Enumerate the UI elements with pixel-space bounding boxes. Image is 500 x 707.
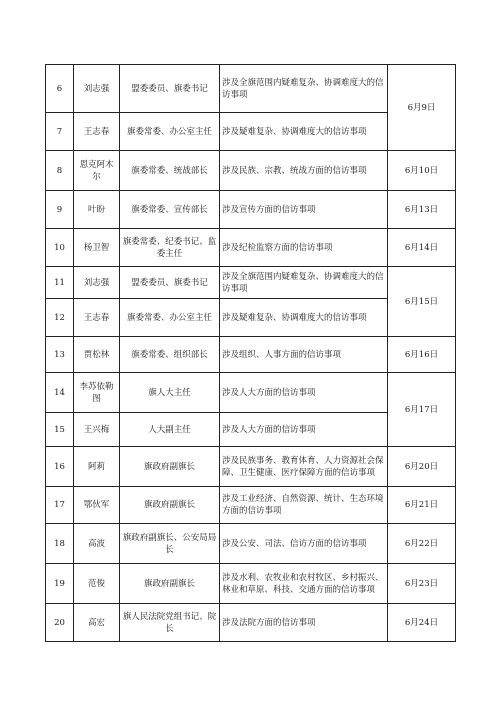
official-name: 范俊 (74, 564, 120, 604)
row-number: 9 (46, 191, 74, 229)
official-position: 旗人大主任 (120, 373, 220, 413)
petition-scope: 涉及工业经济、自然资源、统计、生态环境方面的信访事项 (220, 487, 388, 524)
official-name: 高波 (74, 524, 120, 564)
row-number: 11 (46, 267, 74, 299)
reception-date: 6月10日 (388, 151, 456, 191)
petition-scope: 涉及全旗范围内疑难复杂、协调难度大的信访事项 (220, 65, 388, 113)
table-row (46, 229, 456, 267)
official-position: 盟委委员、旗委书记 (120, 267, 220, 299)
reception-date: 6月23日 (388, 564, 456, 604)
row-number: 14 (46, 373, 74, 413)
table-row (46, 373, 456, 413)
petition-scope: 涉及疑难复杂、协调难度大的信访事项 (220, 299, 388, 337)
official-position: 旗委常委、组织部长 (120, 337, 220, 373)
official-name: 叶盼 (74, 191, 120, 229)
table-row (46, 267, 456, 299)
official-position: 盟委委员、旗委书记 (120, 65, 220, 113)
reception-date: 6月22日 (388, 524, 456, 564)
table-row (46, 487, 456, 524)
table-row (46, 447, 456, 487)
official-position: 旗委常委、纪委书记、监委主任 (120, 229, 220, 267)
official-name: 刘志强 (74, 65, 120, 113)
petition-scope: 涉及疑难复杂、协调难度大的信访事项 (220, 113, 388, 151)
row-number: 12 (46, 299, 74, 337)
official-position: 旗人民法院党组书记、院长 (120, 604, 220, 642)
petition-scope: 涉及宣传方面的信访事项 (220, 191, 388, 229)
table-row (46, 191, 456, 229)
row-number: 15 (46, 413, 74, 447)
official-name: 李苏依勒图 (74, 373, 120, 413)
official-name: 高宏 (74, 604, 120, 642)
official-name: 王志春 (74, 299, 120, 337)
table-row (46, 564, 456, 604)
reception-date: 6月9日 (388, 65, 456, 151)
official-position: 旗政府副旗长、公安局局长 (120, 524, 220, 564)
official-name: 阿莉 (74, 447, 120, 487)
petition-scope: 涉及公安、司法、信访方面的信访事项 (220, 524, 388, 564)
official-position: 旗委常委、宣传部长 (120, 191, 220, 229)
row-number: 20 (46, 604, 74, 642)
official-name: 王兴梅 (74, 413, 120, 447)
official-name: 杨卫智 (74, 229, 120, 267)
official-position: 旗政府副旗长 (120, 487, 220, 524)
official-name: 鄂伙军 (74, 487, 120, 524)
petition-scope: 涉及民族事务、教育体育、人力资源社会保障、卫生健康、医疗保障方面的信访事项 (220, 447, 388, 487)
petition-scope: 涉及组织、人事方面的信访事项 (220, 337, 388, 373)
reception-date: 6月13日 (388, 191, 456, 229)
reception-date: 6月20日 (388, 447, 456, 487)
petition-scope: 涉及纪检监察方面的信访事项 (220, 229, 388, 267)
reception-date: 6月14日 (388, 229, 456, 267)
row-number: 18 (46, 524, 74, 564)
petition-scope: 涉及水利、农牧业和农村牧区、乡村振兴、林业和草原、科技、交通方面的信访事项 (220, 564, 388, 604)
row-number: 8 (46, 151, 74, 191)
official-position: 旗委常委、办公室主任 (120, 299, 220, 337)
official-position: 旗委常委、办公室主任 (120, 113, 220, 151)
petition-scope: 涉及人大方面的信访事项 (220, 373, 388, 413)
official-position: 旗委常委、统战部长 (120, 151, 220, 191)
row-number: 17 (46, 487, 74, 524)
row-number: 13 (46, 337, 74, 373)
official-name: 王志春 (74, 113, 120, 151)
schedule-table (45, 64, 456, 642)
row-number: 16 (46, 447, 74, 487)
petition-scope: 涉及民族、宗教、统战方面的信访事项 (220, 151, 388, 191)
table-row (46, 151, 456, 191)
row-number: 10 (46, 229, 74, 267)
official-position: 旗政府副旗长 (120, 564, 220, 604)
table-row (46, 65, 456, 113)
reception-date: 6月21日 (388, 487, 456, 524)
official-name: 恩克阿木尔 (74, 151, 120, 191)
reception-date: 6月17日 (388, 373, 456, 447)
official-name: 贾松林 (74, 337, 120, 373)
table-row (46, 337, 456, 373)
row-number: 6 (46, 65, 74, 113)
reception-date: 6月15日 (388, 267, 456, 337)
table-row (46, 524, 456, 564)
petition-scope: 涉及人大方面的信访事项 (220, 413, 388, 447)
petition-scope: 涉及全旗范围内疑难复杂、协调难度大的信访事项 (220, 267, 388, 299)
reception-date: 6月16日 (388, 337, 456, 373)
petition-scope: 涉及法院方面的信访事项 (220, 604, 388, 642)
reception-date: 6月24日 (388, 604, 456, 642)
official-position: 人大副主任 (120, 413, 220, 447)
row-number: 19 (46, 564, 74, 604)
table-row (46, 604, 456, 642)
official-name: 刘志强 (74, 267, 120, 299)
official-position: 旗政府副旗长 (120, 447, 220, 487)
row-number: 7 (46, 113, 74, 151)
